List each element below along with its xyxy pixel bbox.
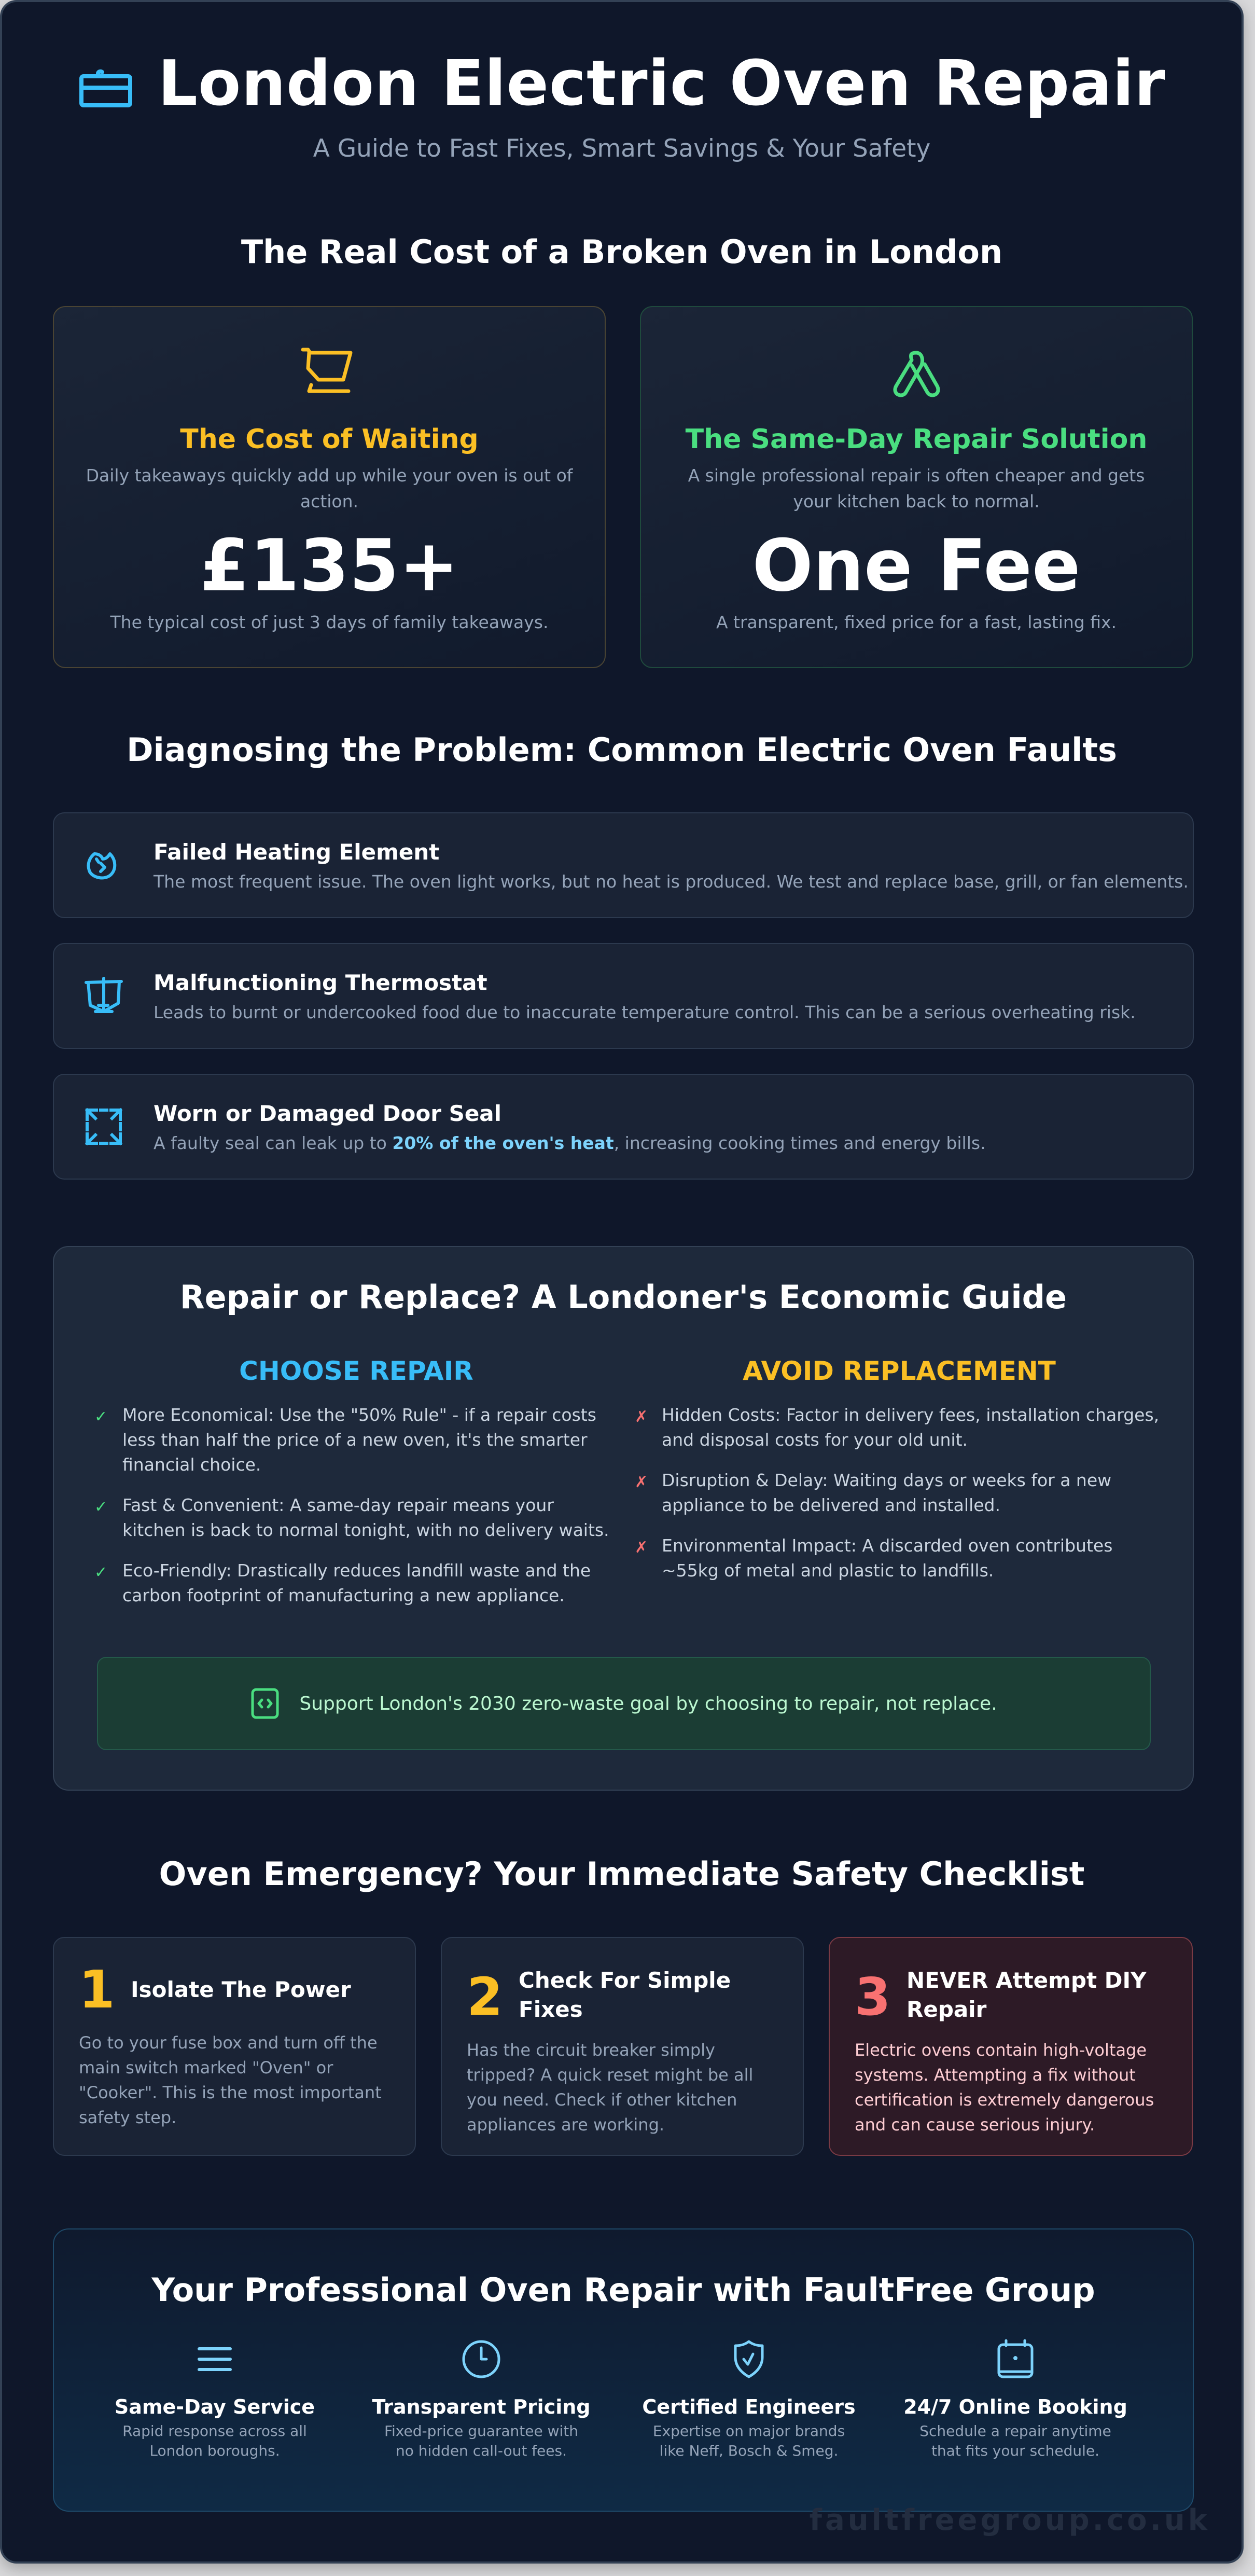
zero-waste-text: Support London's 2030 zero-waste goal by choosing to repair, not replace.: [299, 1693, 997, 1714]
checkmark-icon: ✓: [94, 1408, 108, 1426]
stat-description: Daily takeaways quickly add up while your oven is out of action.: [86, 465, 573, 511]
step-description: Electric ovens contain high-voltage systems. Attempting a fix without certification is extremely dangerous and can cause serious injury.: [855, 2040, 1154, 2135]
fault-title: Worn or Damaged Door Seal: [154, 1101, 502, 1126]
feature-title: Transparent Pricing: [372, 2395, 591, 2418]
feature-description: Rapid response across all London boroughs.: [122, 2422, 307, 2459]
list-item: [635, 1533, 1164, 1583]
stat-value: £135+: [200, 524, 459, 607]
feature-online-booking: [891, 2338, 1140, 2461]
replace-column-heading: AVOID REPLACEMENT: [743, 1356, 1056, 1386]
tools-icon: [883, 343, 950, 411]
list-item: [635, 1403, 1164, 1452]
fault-description-text: , increasing cooking times and energy bills.: [613, 1133, 986, 1153]
site-watermark: faultfreegroup.co.uk: [809, 2503, 1210, 2537]
list-item-text: Fast & Convenient: A same-day repair means your kitchen is back to normal tonight, with no delivery waits.: [122, 1495, 609, 1540]
feature-title: 24/7 Online Booking: [903, 2395, 1127, 2418]
recycle-code-icon: [250, 1687, 280, 1720]
step-title: Check For Simple Fixes: [519, 1968, 731, 2022]
feature-certified-engineers: [624, 2338, 873, 2461]
menu-lines-icon: [194, 2338, 235, 2380]
feature-same-day-service: [90, 2338, 339, 2461]
feature-description: Fixed-price guarantee with no hidden call-out fees.: [384, 2422, 579, 2459]
stat-title: The Cost of Waiting: [180, 424, 479, 455]
page-subtitle: A Guide to Fast Fixes, Smart Savings & Your Safety: [313, 134, 931, 163]
oven-icon: [78, 67, 133, 108]
shopping-cart-icon: [296, 343, 363, 411]
scale-icon: [83, 975, 124, 1017]
cross-icon: ✗: [635, 1539, 648, 1557]
stat-card-same-day-repair: [640, 306, 1193, 668]
fault-card-door-seal: [53, 1074, 1194, 1180]
cross-icon: ✗: [635, 1408, 648, 1426]
stat-card-cost-of-waiting: [53, 306, 606, 668]
highlight-stat: 20% of the oven's heat: [392, 1133, 614, 1153]
feature-transparent-pricing: [357, 2338, 606, 2461]
cross-icon: ✗: [635, 1473, 648, 1491]
page-title: London Electric Oven Repair: [158, 48, 1166, 120]
step-number: 3: [855, 1966, 891, 2027]
list-item-text: More Economical: Use the "50% Rule" - if a repair costs less than half the price of a new oven, it's the smarter financial choice.: [122, 1405, 596, 1475]
section-heading-faults: Diagnosing the Problem: Common Electric Oven Faults: [127, 731, 1117, 769]
shield-check-icon: [728, 2338, 770, 2380]
checkmark-icon: ✓: [94, 1563, 108, 1582]
step-description: Has the circuit breaker simply tripped? A quick reset might be all you need. Check if other kitchen appliances are working.: [467, 2040, 754, 2135]
feature-title: Certified Engineers: [642, 2395, 856, 2418]
safety-step-3-warning: [829, 1937, 1193, 2156]
list-item: [94, 1558, 618, 1608]
fault-description: [154, 1133, 986, 1153]
zero-waste-banner: [97, 1657, 1151, 1750]
section-heading-cost: The Real Cost of a Broken Oven in London: [241, 233, 1003, 271]
fault-title: Failed Heating Element: [154, 839, 440, 865]
fault-card-heating-element: [53, 812, 1194, 918]
clock-icon: [461, 2338, 502, 2380]
list-item-text: Disruption & Delay: Waiting days or weeks for a new appliance to be delivered and installed.: [662, 1470, 1112, 1515]
page-header: [2, 48, 1242, 120]
step-title: Isolate The Power: [131, 1977, 351, 2002]
repair-benefits-list: [94, 1403, 618, 1624]
stat-value: One Fee: [752, 524, 1081, 607]
step-description: Go to your fuse box and turn off the main switch marked "Oven" or "Cooker". This is the most important safety step.: [79, 2033, 382, 2127]
fault-description: Leads to burnt or undercooked food due to inaccurate temperature control. This can be a serious overheating risk.: [154, 1002, 1136, 1022]
expand-arrows-icon: [83, 1106, 124, 1147]
fault-title: Malfunctioning Thermostat: [154, 970, 487, 995]
fault-description: The most frequent issue. The oven light works, but no heat is produced. We test and replace base, grill, or fan elements.: [154, 871, 1189, 892]
stat-title: The Same-Day Repair Solution: [685, 424, 1148, 455]
list-item-text: Eco-Friendly: Drastically reduces landfill waste and the carbon footprint of manufacturing a new appliance.: [122, 1560, 591, 1605]
flame-icon: [83, 844, 124, 886]
economics-heading: Repair or Replace? A Londoner's Economic Guide: [179, 1278, 1067, 1316]
list-item: [94, 1403, 618, 1477]
safety-step-1: [53, 1937, 416, 2156]
list-item: [635, 1468, 1164, 1518]
replacement-drawbacks-list: [635, 1403, 1164, 1599]
fault-card-thermostat: [53, 943, 1194, 1049]
calendar-icon: [995, 2338, 1036, 2380]
professional-service-panel: [53, 2228, 1194, 2512]
step-number: 2: [467, 1966, 503, 2027]
stat-footnote: The typical cost of just 3 days of family takeaways.: [110, 612, 549, 632]
feature-title: Same-Day Service: [114, 2395, 315, 2418]
economics-panel: [53, 1246, 1194, 1791]
list-item-text: Hidden Costs: Factor in delivery fees, installation charges, and disposal costs for your old unit.: [662, 1405, 1160, 1450]
section-heading-safety: Oven Emergency? Your Immediate Safety Checklist: [159, 1855, 1085, 1893]
professional-heading: Your Professional Oven Repair with FaultFree Group: [151, 2271, 1095, 2309]
repair-column-heading: CHOOSE REPAIR: [239, 1356, 473, 1386]
stat-description: A single professional repair is often cheaper and gets your kitchen back to normal.: [688, 465, 1145, 511]
list-item-text: Environmental Impact: A discarded oven contributes ~55kg of metal and plastic to landfills.: [662, 1535, 1113, 1581]
list-item: [94, 1493, 618, 1543]
feature-description: Expertise on major brands like Neff, Bosch & Smeg.: [652, 2422, 845, 2459]
checkmark-icon: ✓: [94, 1498, 108, 1516]
fault-description-text: A faulty seal can leak up to: [154, 1133, 393, 1153]
safety-step-2: [441, 1937, 804, 2156]
step-number: 1: [79, 1959, 115, 2020]
feature-description: Schedule a repair anytime that fits your schedule.: [919, 2422, 1111, 2459]
stat-footnote: A transparent, fixed price for a fast, lasting fix.: [716, 612, 1117, 632]
step-title: NEVER Attempt DIY Repair: [907, 1968, 1147, 2022]
